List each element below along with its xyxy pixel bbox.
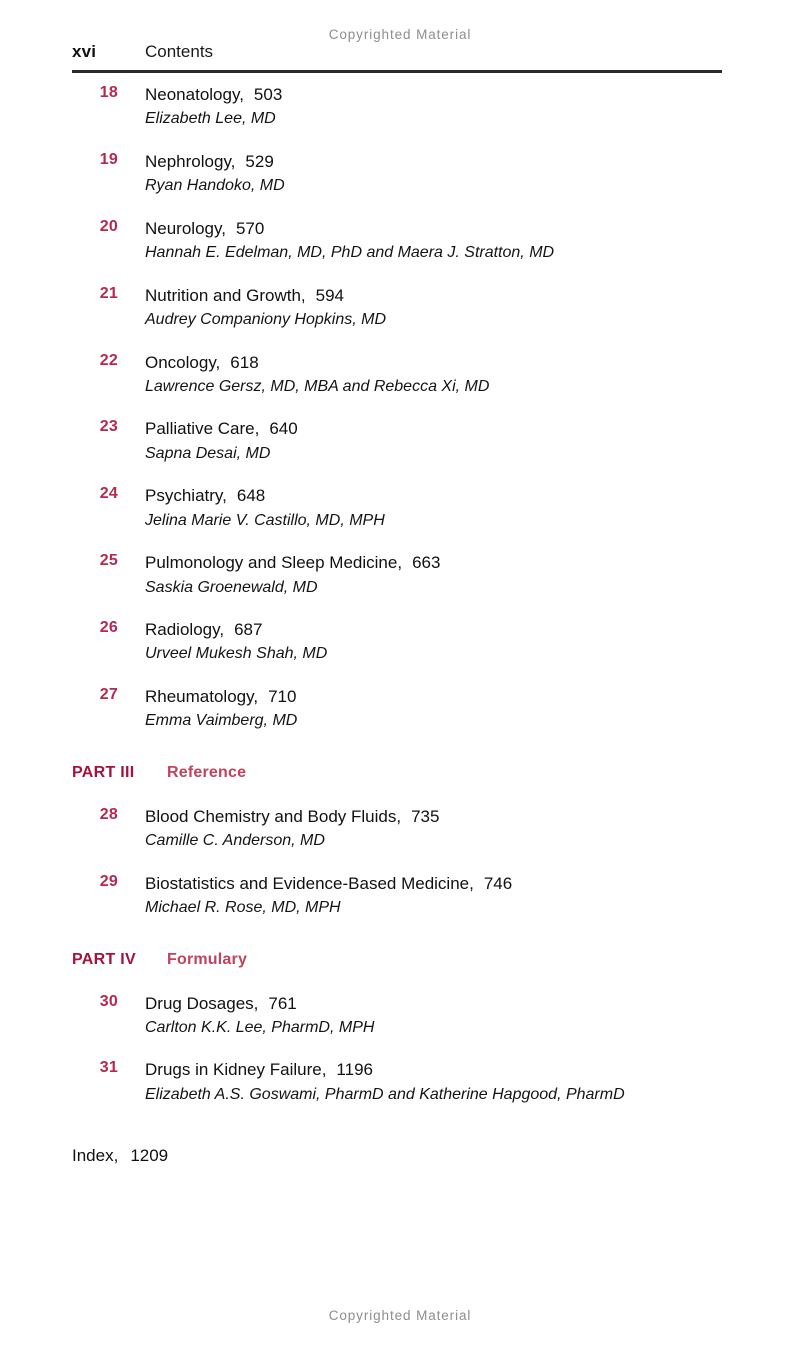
chapter-title: Radiology, (145, 620, 225, 639)
toc-entry[interactable] (72, 218, 752, 264)
chapter-authors: Audrey Companiony Hopkins, MD (145, 311, 386, 329)
chapter-title: Psychiatry, (145, 486, 227, 506)
chapter-page: 1196 (336, 1060, 373, 1080)
part-title: Reference (167, 763, 247, 781)
toc-entry[interactable] (72, 619, 752, 665)
toc-entry[interactable] (72, 1059, 752, 1105)
chapter-title: Drugs in Kidney Failure, (145, 1060, 327, 1080)
chapter-authors: Camille C. Anderson, MD (145, 832, 325, 850)
copyrighted-material-watermark-bottom: Copyrighted Material (328, 1308, 472, 1323)
chapter-number: 31 (99, 1059, 118, 1077)
copyrighted-material-watermark-top: Copyrighted Material (328, 27, 472, 42)
chapter-page: 594 (315, 285, 345, 305)
chapter-number: 20 (99, 217, 118, 235)
chapter-number: 26 (99, 619, 118, 636)
chapter-number: 29 (99, 872, 118, 890)
chapter-page: 648 (236, 486, 266, 506)
chapter-authors: Urveel Mukesh Shah, MD (145, 645, 328, 663)
page-title: Contents (145, 42, 214, 61)
chapter-title-line (145, 352, 752, 374)
chapter-page: 735 (411, 806, 440, 826)
part-title: Formulary (167, 950, 248, 968)
chapter-number: 23 (99, 418, 118, 436)
chapter-number: 30 (99, 992, 118, 1010)
chapter-title: Neonatology, (145, 85, 244, 104)
toc-entry[interactable] (72, 84, 752, 130)
chapter-authors: Elizabeth Lee, MD (145, 110, 276, 128)
part-heading-4 (72, 951, 752, 973)
index-page: 1209 (130, 1146, 169, 1166)
toc-entry[interactable] (72, 806, 752, 852)
chapter-title: Nutrition and Growth, (145, 285, 306, 305)
chapter-title-line (145, 806, 752, 828)
chapter-authors: Emma Vaimberg, MD (145, 712, 298, 730)
chapter-title-line (145, 1059, 752, 1081)
chapter-title: Biostatistics and Evidence-Based Medicine, (145, 873, 474, 893)
chapter-page: 761 (268, 993, 297, 1013)
toc-entry[interactable] (72, 873, 752, 919)
chapter-title-line (145, 84, 752, 106)
chapter-number: 18 (99, 84, 118, 101)
toc-entry[interactable] (72, 352, 752, 398)
toc-entry[interactable] (72, 993, 752, 1039)
chapter-title: Palliative Care, (145, 419, 260, 439)
chapter-authors: Sapna Desai, MD (145, 444, 271, 462)
chapter-number: 21 (99, 284, 118, 302)
chapter-title: Drug Dosages, (145, 993, 259, 1013)
chapter-page: 529 (245, 151, 274, 171)
chapter-page: 640 (269, 419, 298, 439)
chapter-title-line (145, 686, 752, 708)
chapter-authors: Saskia Groenewald, MD (145, 578, 318, 596)
toc-entry[interactable] (72, 485, 752, 531)
chapter-page: 663 (412, 553, 441, 573)
chapter-title: Blood Chemistry and Body Fluids, (145, 806, 402, 826)
chapter-number: 25 (99, 552, 118, 570)
chapter-page: 618 (230, 352, 259, 372)
chapter-authors: Lawrence Gersz, MD, MBA and Rebecca Xi, MD (145, 377, 490, 395)
toc-entry[interactable] (72, 285, 752, 331)
chapter-title-line (145, 218, 752, 240)
chapter-title: Nephrology, (145, 151, 236, 171)
chapter-title: Neurology, (145, 218, 226, 238)
page-folio: xvi (72, 42, 97, 61)
part-label: PART IV (72, 950, 137, 968)
chapter-number: 19 (99, 150, 118, 168)
chapter-page: 570 (235, 218, 265, 238)
toc-entry[interactable] (72, 552, 752, 598)
index-entry[interactable] (72, 1146, 752, 1166)
chapter-number: 27 (99, 685, 118, 703)
chapter-authors: Jelina Marie V. Castillo, MD, MPH (145, 511, 385, 529)
chapter-authors: Ryan Handoko, MD (145, 177, 285, 195)
chapter-title-line (145, 285, 752, 307)
chapter-page: 710 (268, 686, 297, 706)
chapter-number: 28 (99, 805, 118, 823)
chapter-authors: Michael R. Rose, MD, MPH (145, 899, 341, 917)
part-label: PART III (72, 763, 135, 781)
toc-entry[interactable] (72, 151, 752, 197)
chapter-page: 503 (253, 85, 283, 104)
toc-entry[interactable] (72, 418, 752, 464)
chapter-title-line (145, 619, 752, 641)
chapter-authors: Elizabeth A.S. Goswami, PharmD and Katherine Hapgood, PharmD (145, 1085, 625, 1103)
chapter-title: Oncology, (145, 352, 221, 372)
chapter-title: Rheumatology, (145, 686, 259, 706)
chapter-authors: Hannah E. Edelman, MD, PhD and Maera J. Stratton, MD (145, 244, 555, 262)
chapter-page: 687 (234, 620, 263, 639)
chapter-title-line (145, 993, 752, 1015)
chapter-title-line (145, 873, 752, 895)
chapter-title: Pulmonology and Sleep Medicine, (145, 553, 403, 573)
chapter-page: 746 (483, 873, 513, 893)
chapter-authors: Carlton K.K. Lee, PharmD, MPH (145, 1018, 375, 1036)
chapter-title-line (145, 418, 752, 440)
header-divider (72, 70, 722, 73)
part-heading-3 (72, 764, 752, 786)
index-label: Index, (72, 1146, 119, 1166)
chapter-number: 22 (99, 351, 118, 369)
table-of-contents (72, 84, 752, 1166)
chapter-title-line (145, 151, 752, 173)
chapter-title-line (145, 552, 752, 574)
chapter-number: 24 (99, 485, 118, 503)
toc-entry[interactable] (72, 686, 752, 732)
chapter-title-line (145, 485, 752, 507)
running-head (72, 42, 728, 68)
